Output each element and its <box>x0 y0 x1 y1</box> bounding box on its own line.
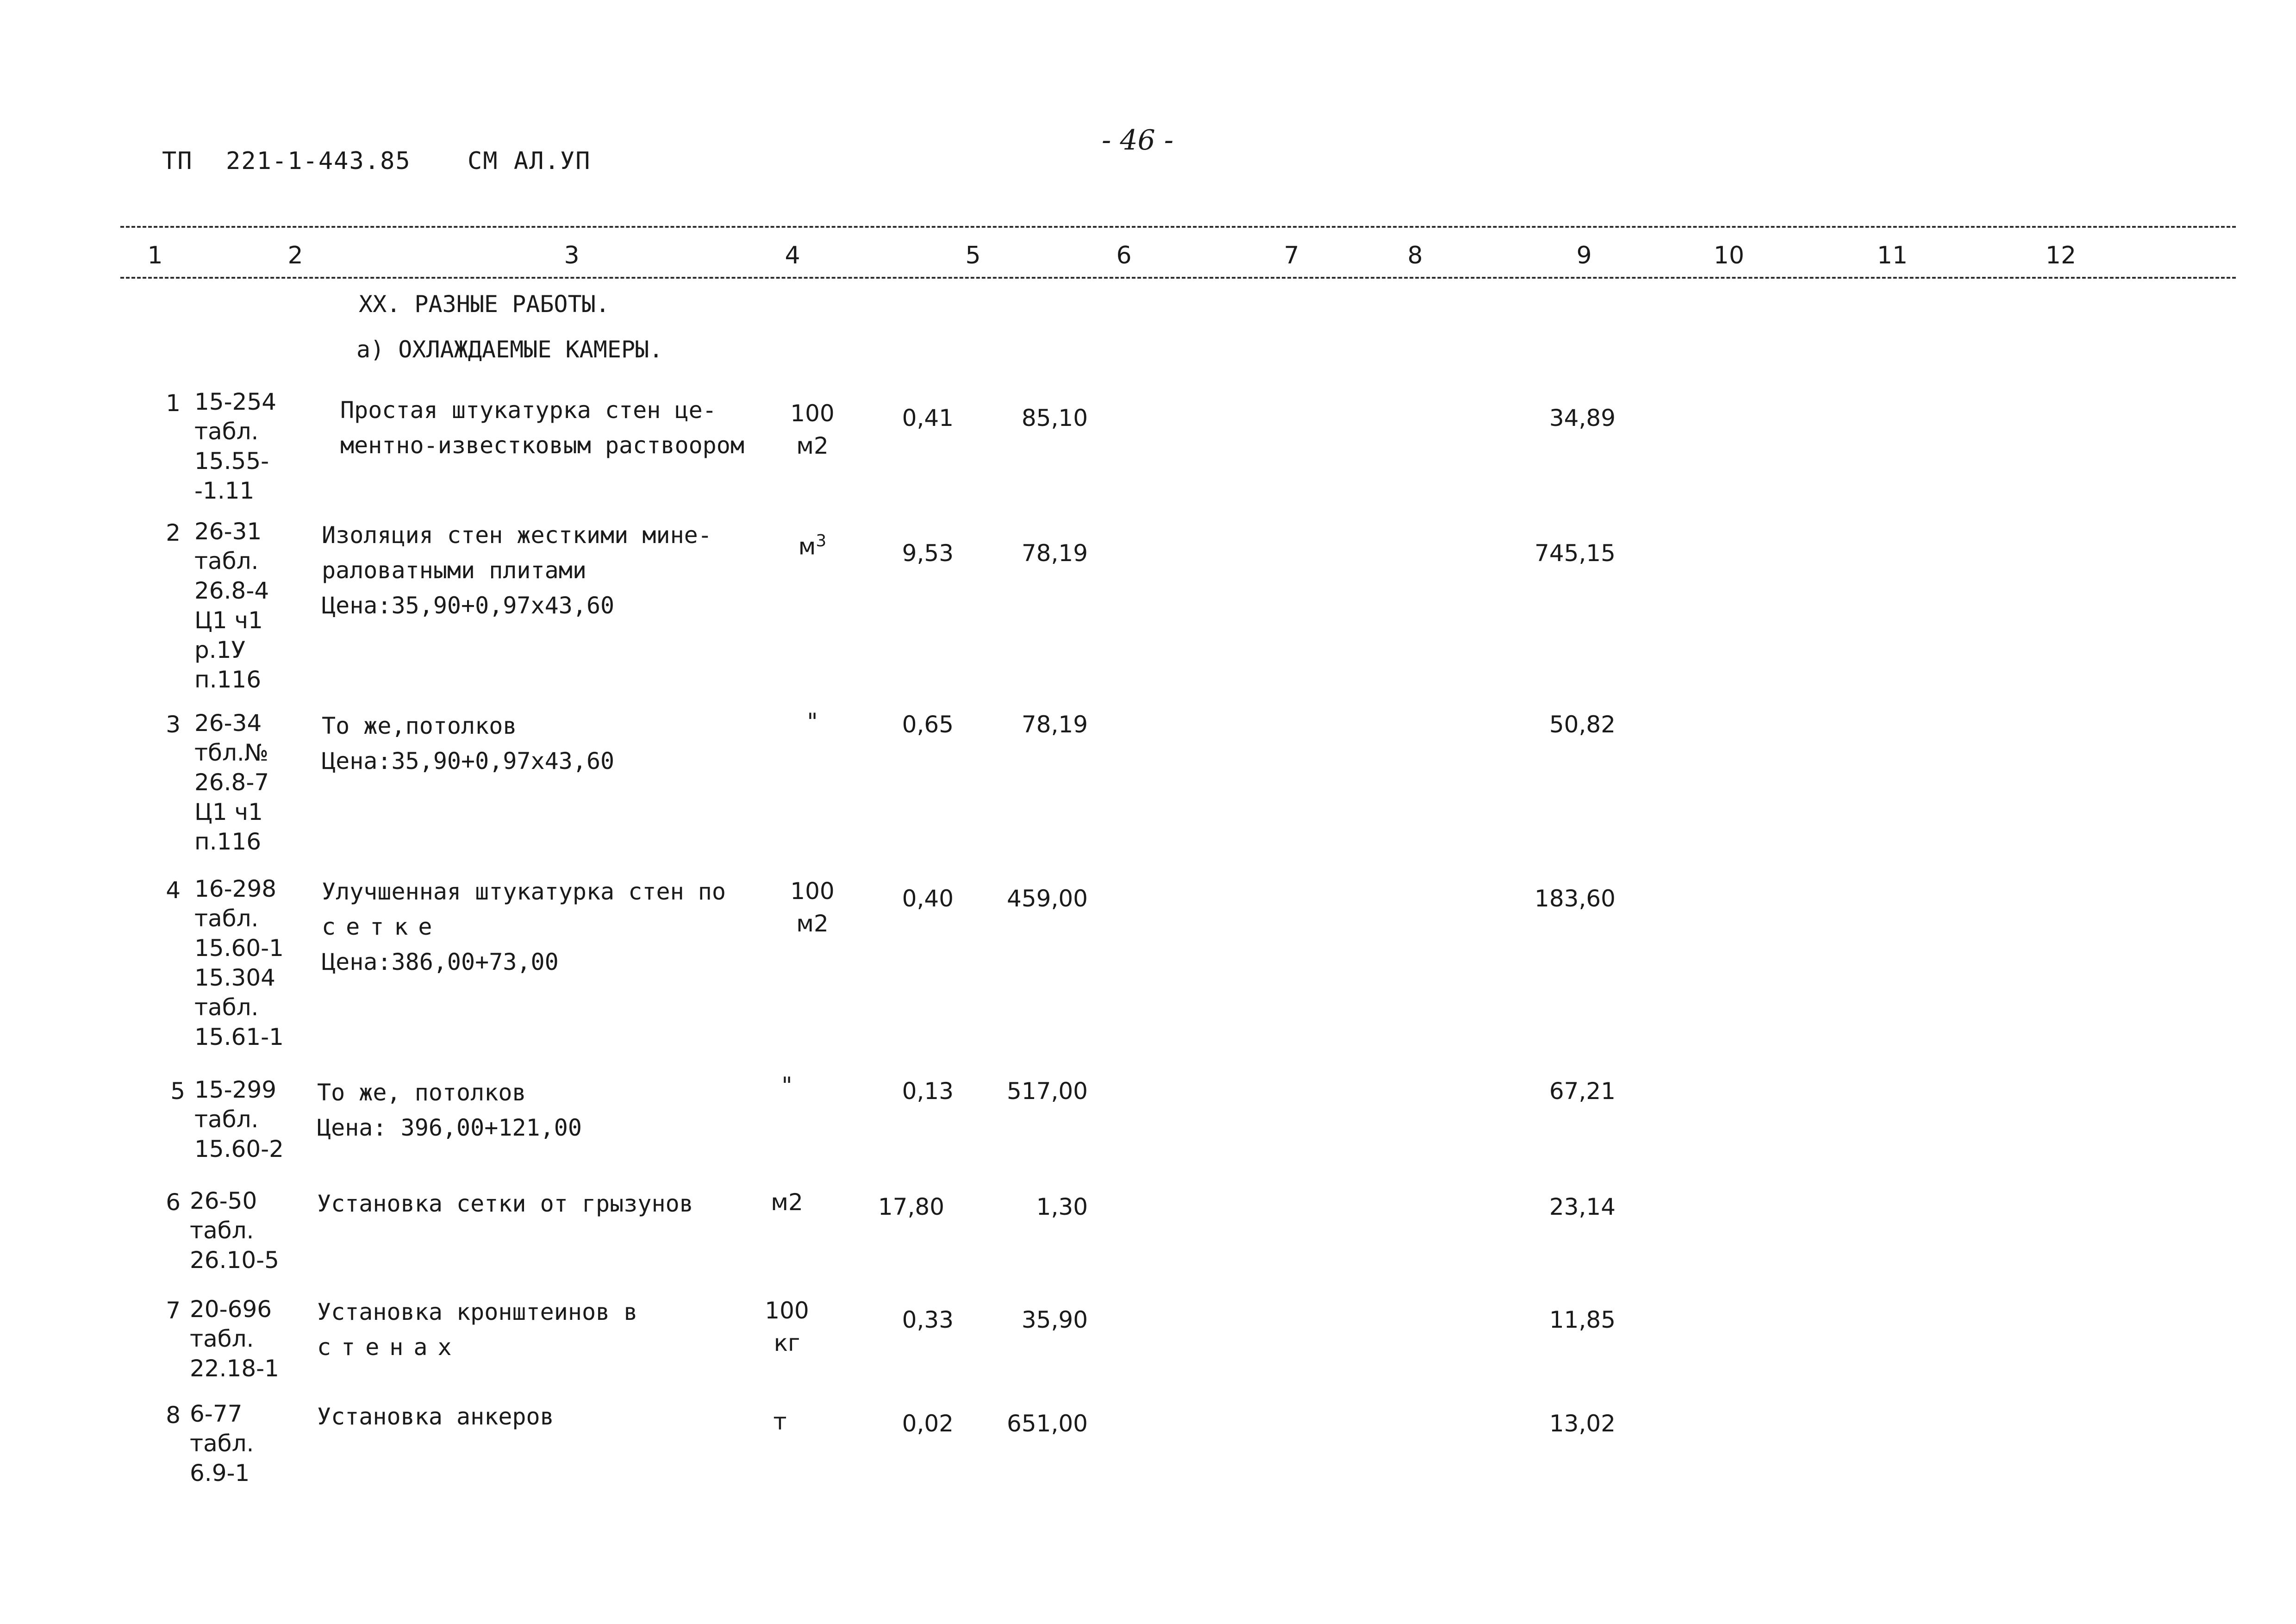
unit: 100 м2 <box>790 400 835 459</box>
quantity: 17,80 <box>878 1193 944 1220</box>
column-number-9: 9 <box>1576 242 1592 269</box>
quantity: 0,02 <box>902 1410 954 1437</box>
norm-code: 15-254 табл. 15.55- -1.11 <box>194 388 277 504</box>
norm-code: 6-77 табл. 6.9-1 <box>190 1400 254 1487</box>
work-description: Изоляция стен жесткими мине- раловатными плитами Цена:35,90+0,97х43,60 <box>322 522 712 619</box>
work-description: Установка анкеров <box>317 1403 554 1430</box>
unit: т <box>773 1408 787 1435</box>
column-number-4: 4 <box>785 242 800 269</box>
column-number-11: 11 <box>1877 242 1908 269</box>
unit: 100 кг <box>765 1297 809 1356</box>
norm-code: 26-31 табл. 26.8-4 Ц1 ч1 р.1У п.116 <box>194 518 269 693</box>
doc-prefix: ТП <box>162 147 193 175</box>
unit-price: 78,19 <box>1021 540 1088 567</box>
unit: " <box>781 1072 792 1099</box>
unit-price: 459,00 <box>1007 885 1088 912</box>
norm-code: 20-696 табл. 22.18-1 <box>190 1296 279 1382</box>
unit: м2 <box>771 1189 803 1216</box>
column-number-7: 7 <box>1284 242 1299 269</box>
quantity: 0,40 <box>902 885 954 912</box>
norm-code: 26-50 табл. 26.10-5 <box>190 1187 279 1274</box>
column-number-3: 3 <box>564 242 580 269</box>
row-number: 7 <box>166 1297 181 1324</box>
total-cost: 13,02 <box>1549 1410 1616 1437</box>
quantity: 0,13 <box>902 1078 954 1105</box>
norm-code: 15-299 табл. 15.60-2 <box>194 1076 284 1162</box>
work-description: Установка кронштеинов в стенах <box>317 1299 638 1361</box>
row-number: 1 <box>166 390 181 417</box>
header-bottom-rule <box>120 277 2236 279</box>
quantity: 9,53 <box>902 540 954 567</box>
row-number: 4 <box>166 877 181 904</box>
unit-price: 1,30 <box>1036 1193 1088 1220</box>
unit: " <box>807 708 818 735</box>
column-number-6: 6 <box>1116 242 1132 269</box>
column-number-8: 8 <box>1407 242 1423 269</box>
norm-code: 16-298 табл. 15.60-1 15.304 табл. 15.61-1 <box>194 875 284 1050</box>
total-cost: 745,15 <box>1535 540 1616 567</box>
total-cost: 23,14 <box>1549 1193 1616 1220</box>
work-description: Установка сетки от грызунов <box>317 1190 693 1217</box>
unit-price: 517,00 <box>1007 1078 1088 1105</box>
work-description: То же, потолков Цена: 396,00+121,00 <box>317 1079 582 1141</box>
row-number: 6 <box>166 1189 181 1216</box>
row-number: 3 <box>166 711 181 738</box>
column-number-1: 1 <box>147 242 163 269</box>
quantity: 0,33 <box>902 1306 954 1333</box>
unit-price: 78,19 <box>1021 711 1088 738</box>
unit: 100 м2 <box>790 878 835 937</box>
unit: $м^3$ <box>798 531 827 560</box>
work-description: Простая штукатурка стен це- ментно-известковым раствоором <box>340 397 744 459</box>
total-cost: 11,85 <box>1549 1306 1616 1333</box>
column-number-10: 10 <box>1713 242 1745 269</box>
total-cost: 67,21 <box>1549 1078 1616 1105</box>
column-number-2: 2 <box>287 242 303 269</box>
work-description: Улучшенная штукатурка стен по сетке Цена:386,00+73,00 <box>322 878 726 975</box>
doc-part: СМ АЛ.УП <box>468 147 591 175</box>
unit-price: 651,00 <box>1007 1410 1088 1437</box>
total-cost: 34,89 <box>1549 405 1616 431</box>
row-number: 2 <box>166 519 181 546</box>
row-number: 8 <box>166 1402 181 1429</box>
quantity: 0,41 <box>902 405 954 431</box>
header-top-rule <box>120 226 2236 228</box>
section-title: XX. РАЗНЫЕ РАБОТЫ. <box>359 291 610 318</box>
section-subtitle: а) ОХЛАЖДАЕМЫЕ КАМЕРЫ. <box>356 336 663 363</box>
column-number-12: 12 <box>2045 242 2077 269</box>
unit-price: 85,10 <box>1021 405 1088 431</box>
total-cost: 183,60 <box>1535 885 1616 912</box>
norm-code: 26-34 тбл.№ 26.8-7 Ц1 ч1 п.116 <box>194 710 269 855</box>
page-number: - 46 - <box>1102 124 1174 156</box>
work-description: То же,потолков Цена:35,90+0,97х43,60 <box>322 712 615 775</box>
doc-number: 221-1-443.85 <box>226 147 411 175</box>
quantity: 0,65 <box>902 711 954 738</box>
row-number: 5 <box>170 1078 185 1105</box>
total-cost: 50,82 <box>1549 711 1616 738</box>
column-number-5: 5 <box>965 242 981 269</box>
unit-price: 35,90 <box>1021 1306 1088 1333</box>
